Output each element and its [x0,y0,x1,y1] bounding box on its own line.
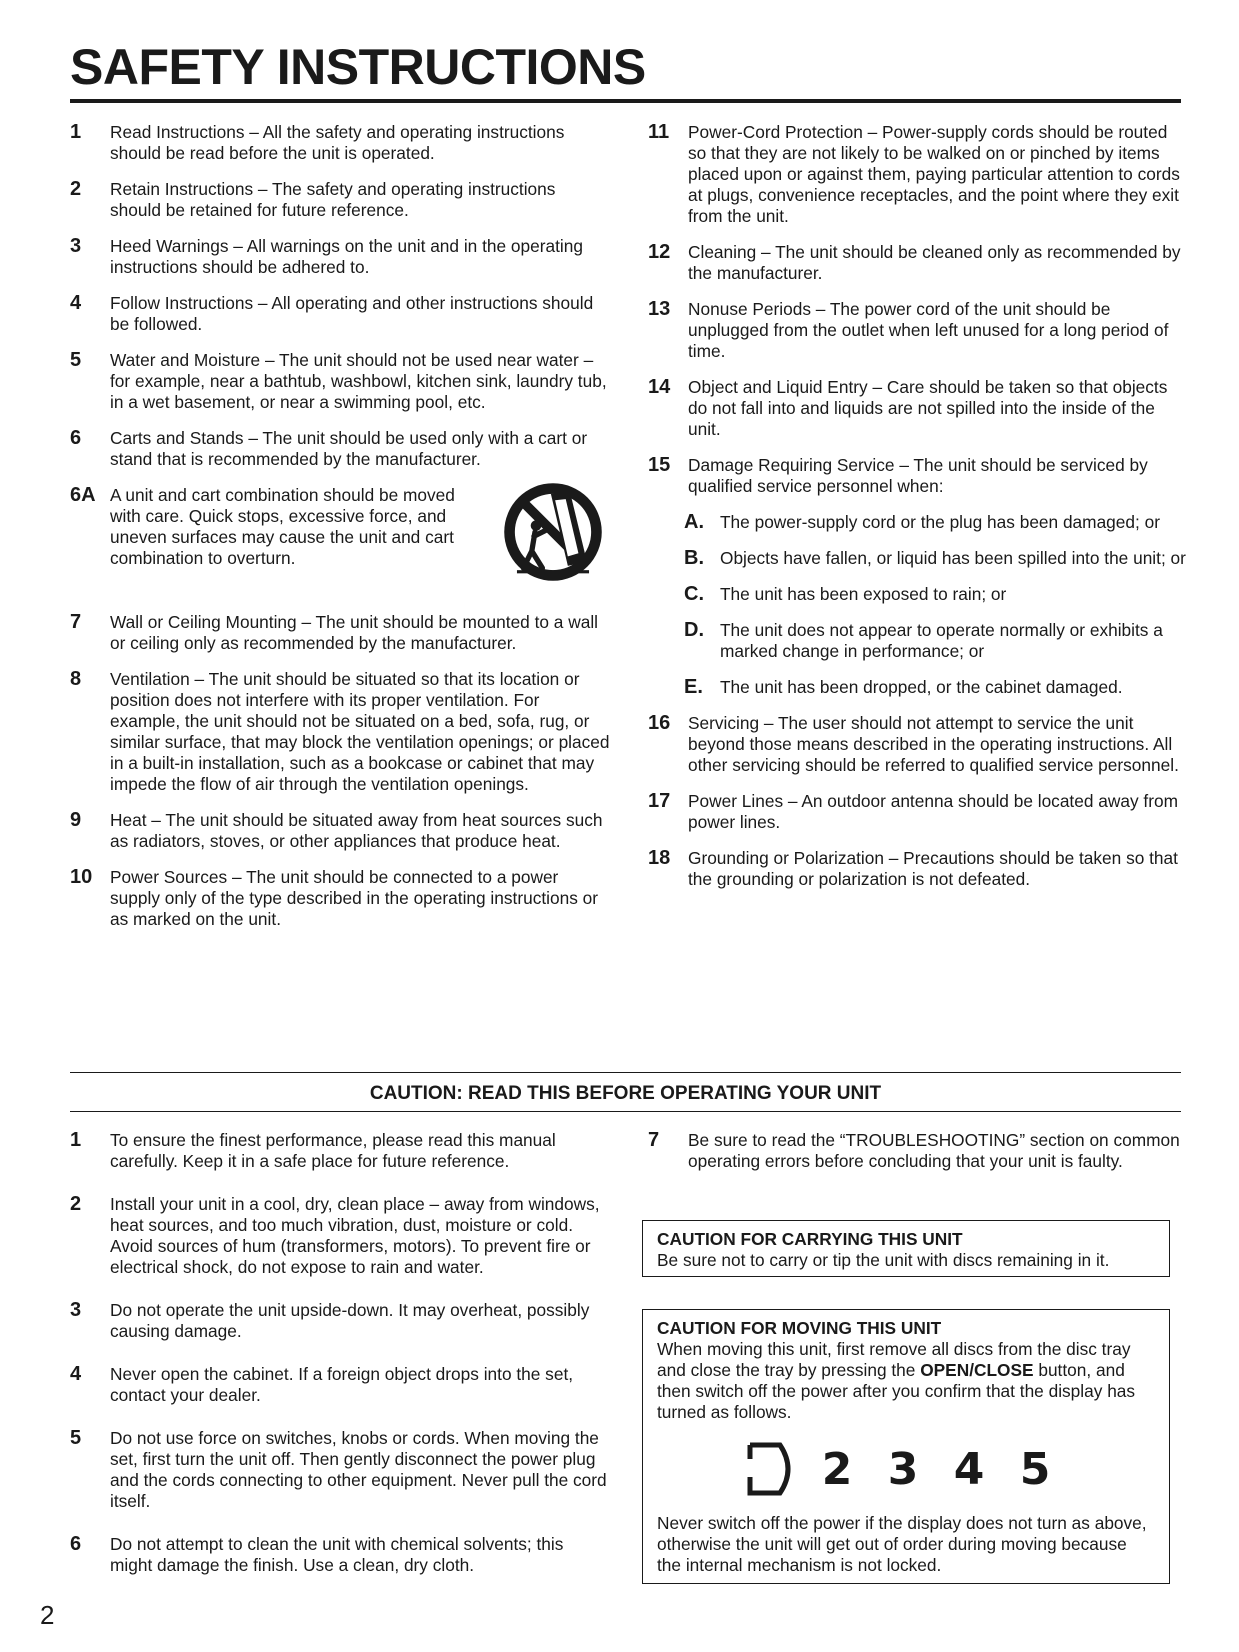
item-text: Water and Moisture – The unit should not be used near water – for example, near a bathtub, washbowl, kitchen sink, laundry tub, in a wet basement, or near a swimming pool, etc. [110,350,607,412]
item-text: Retain Instructions – The safety and operating instructions should be retained for future reference. [110,179,556,220]
carrying-heading: CAUTION FOR CARRYING THIS UNIT [657,1229,963,1249]
item-text: Be sure to read the “TROUBLESHOOTING” section on common operating errors before concluding that your unit is faulty. [688,1130,1180,1171]
item-text: Heed Warnings – All warnings on the unit and in the operating instructions should be adhered to. [110,236,583,277]
page-title: SAFETY INSTRUCTIONS [70,39,646,95]
sub-text: The unit does not appear to operate normally or exhibits a marked change in performance; or [720,620,1163,661]
safety-item [70,179,610,221]
sub-item [684,677,1188,698]
item-text: Install your unit in a cool, dry, clean place – away from windows, heat sources, and too much vibration, dust, moisture or cold. Avoid sources of hum (transformers, motors). To prevent fire or electrical shock, do not expose to rain and water. [110,1194,600,1277]
item-number: 8 [70,668,82,690]
item-text: Carts and Stands – The unit should be used only with a cart or stand that is recommended by the manufacturer. [110,428,588,469]
caution-left-column [70,1130,610,1598]
safety-item [648,242,1188,284]
item-number: 7 [70,611,82,633]
item-text: Do not operate the unit upside-down. It may overheat, possibly causing damage. [110,1300,590,1341]
item-number: 10 [70,866,93,888]
display-digit: 2 [821,1443,853,1495]
sub-item [684,512,1188,533]
item-text: Power-Cord Protection – Power-supply cords should be routed so that they are not likely to be walked on or pinched by items placed upon or against them, paying particular attention to cords at plugs, convenience receptacles, and the point where they exit from the unit. [688,122,1180,226]
item-text: A unit and cart combination should be moved with care. Quick stops, excessive force, and uneven surfaces may cause the unit and cart combination to overturn. [110,485,455,568]
safety-item [648,713,1188,776]
safety-item-6a [70,485,610,597]
sub-text: The power-supply cord or the plug has been damaged; or [720,512,1160,532]
caution-item [70,1428,610,1512]
safety-item [648,791,1188,833]
moving-text-after: button, and then switch off the power after you confirm that the display has turned as follows. [657,1360,1136,1422]
display-digit: 4 [953,1443,985,1495]
item-text: Power Lines – An outdoor antenna should be located away from power lines. [688,791,1178,832]
display-digit: 5 [1019,1443,1051,1495]
safety-item [70,236,610,278]
item-text: Cleaning – The unit should be cleaned only as recommended by the manufacturer. [688,242,1181,283]
safety-item [70,293,610,335]
cart-tip-over-warning-icon [500,479,606,585]
item-number: 1 [70,1129,82,1151]
safety-item [70,122,610,164]
sub-letter: A. [684,511,704,533]
safety-item [70,867,610,930]
sub-letter: B. [684,547,704,569]
item-number: 12 [648,241,671,263]
caution-bottom-rule [70,1111,1181,1112]
display-digit: 3 [887,1443,919,1495]
sub-item [684,620,1188,662]
sub-letter: E. [684,676,703,698]
item-text: Do not attempt to clean the unit with chemical solvents; this might damage the finish. Use a clean, dry cloth. [110,1534,564,1575]
item-number: 5 [70,1427,82,1449]
sub-text: Objects have fallen, or liquid has been spilled into the unit; or [720,548,1186,568]
open-close-button-name: OPEN/CLOSE [920,1360,1034,1380]
caution-item [70,1130,610,1172]
sub-letter: C. [684,583,704,605]
caution-heading: CAUTION: READ THIS BEFORE OPERATING YOUR UNIT [369,1083,882,1104]
caution-item [70,1300,610,1342]
item-number: 17 [648,790,671,812]
item-number: 1 [70,121,82,143]
item-number: 4 [70,1363,82,1385]
caution-top-rule [70,1072,1181,1073]
item-number: 18 [648,847,671,869]
sub-text: The unit has been dropped, or the cabinet damaged. [720,677,1123,697]
caution-item [70,1534,610,1576]
item-number: 5 [70,349,82,371]
item-text: To ensure the finest performance, please read this manual carefully. Keep it in a safe place for future reference. [110,1130,556,1171]
item-number: 6 [70,1533,82,1555]
safety-item [70,810,610,852]
page-number: 2 [40,1600,55,1630]
safety-right-column [648,122,1188,905]
title-underline [70,99,1181,103]
carrying-text: Be sure not to carry or tip the unit with discs remaining in it. [657,1250,1110,1270]
item-text: Damage Requiring Service – The unit should be serviced by qualified service personnel when: [688,455,1148,496]
item-text: Ventilation – The unit should be situated so that its location or position does not interfere with its proper ventilation. For example, the unit should not be situated on a bed, sofa, rug, or similar surface, that may block the ventilation openings; or placed in a built-in installation, such as a bookcase or cabinet that may impede the flow of air through the ventilation openings. [110,669,610,794]
safety-item [648,299,1188,362]
safety-item [648,848,1188,890]
item-number: 16 [648,712,671,734]
safety-item [70,669,610,795]
item-text: Follow Instructions – All operating and other instructions should be followed. [110,293,594,334]
sub-item [684,548,1188,569]
item-number: 6 [70,427,82,449]
item-number: 2 [70,1193,82,1215]
caution-item [70,1364,610,1406]
moving-text [657,1339,1155,1423]
item-text: Nonuse Periods – The power cord of the unit should be unplugged from the outlet when left unused for a long period of time. [688,299,1169,361]
item-number: 11 [648,121,670,143]
caution-right-column [648,1130,1188,1194]
item-number: 14 [648,376,671,398]
item-number: 15 [648,454,671,476]
item-text: Heat – The unit should be situated away from heat sources such as radiators, stoves, or other appliances that produce heat. [110,810,603,851]
item-number: 4 [70,292,82,314]
item-text: Power Sources – The unit should be connected to a power supply only of the type described in the operating instructions or as marked on the unit. [110,867,599,929]
item-text: Object and Liquid Entry – Care should be taken so that objects do not fall into and liquids are not spilled into the inside of the unit. [688,377,1168,439]
item-text: Do not use force on switches, knobs or cords. When moving the set, first turn the unit off. Then gently disconnect the power plug and the cords connecting to other equipment. Never pull the cord itself. [110,1428,607,1511]
item-text: Never open the cabinet. If a foreign object drops into the set, contact your dealer. [110,1364,574,1405]
item-number: 7 [648,1129,660,1151]
safety-item [70,612,610,654]
caution-moving-box [642,1309,1170,1584]
moving-text-before: When moving this unit, first remove all discs from the disc tray and close the tray by pressing the [657,1339,1131,1380]
safety-item [648,122,1188,227]
item-text: Wall or Ceiling Mounting – The unit should be mounted to a wall or ceiling only as recommended by the manufacturer. [110,612,598,653]
safety-item [648,377,1188,440]
item-text: Servicing – The user should not attempt to service the unit beyond those means described in the operating instructions. All other servicing should be referred to qualified service personnel. [688,713,1179,775]
caution-item [70,1194,610,1278]
safety-item [648,455,1188,497]
item-number: 2 [70,178,82,200]
item-number: 3 [70,1299,82,1321]
caution-carrying-box [642,1220,1170,1277]
item-number: 3 [70,235,82,257]
safety-left-column [70,122,610,945]
safety-item [70,350,610,413]
moving-heading: CAUTION FOR MOVING THIS UNIT [657,1318,942,1338]
display-readout [657,1439,1155,1499]
moving-footer: Never switch off the power if the display does not turn as above, otherwise the unit will get out of order during moving because the internal mechanism is not locked. [657,1513,1147,1575]
safety-item [70,428,610,470]
sub-letter: D. [684,619,704,641]
item-text: Read Instructions – All the safety and operating instructions should be read before the unit is operated. [110,122,565,163]
item-text: Grounding or Polarization – Precautions should be taken so that the grounding or polarization is not defeated. [688,848,1178,889]
item-number: 6A [70,484,96,506]
caution-item [648,1130,1188,1172]
item-number: 9 [70,809,82,831]
tray-closed-d-glyph-icon [744,1439,804,1499]
item-number: 13 [648,298,671,320]
sub-item [684,584,1188,605]
sub-text: The unit has been exposed to rain; or [720,584,1007,604]
